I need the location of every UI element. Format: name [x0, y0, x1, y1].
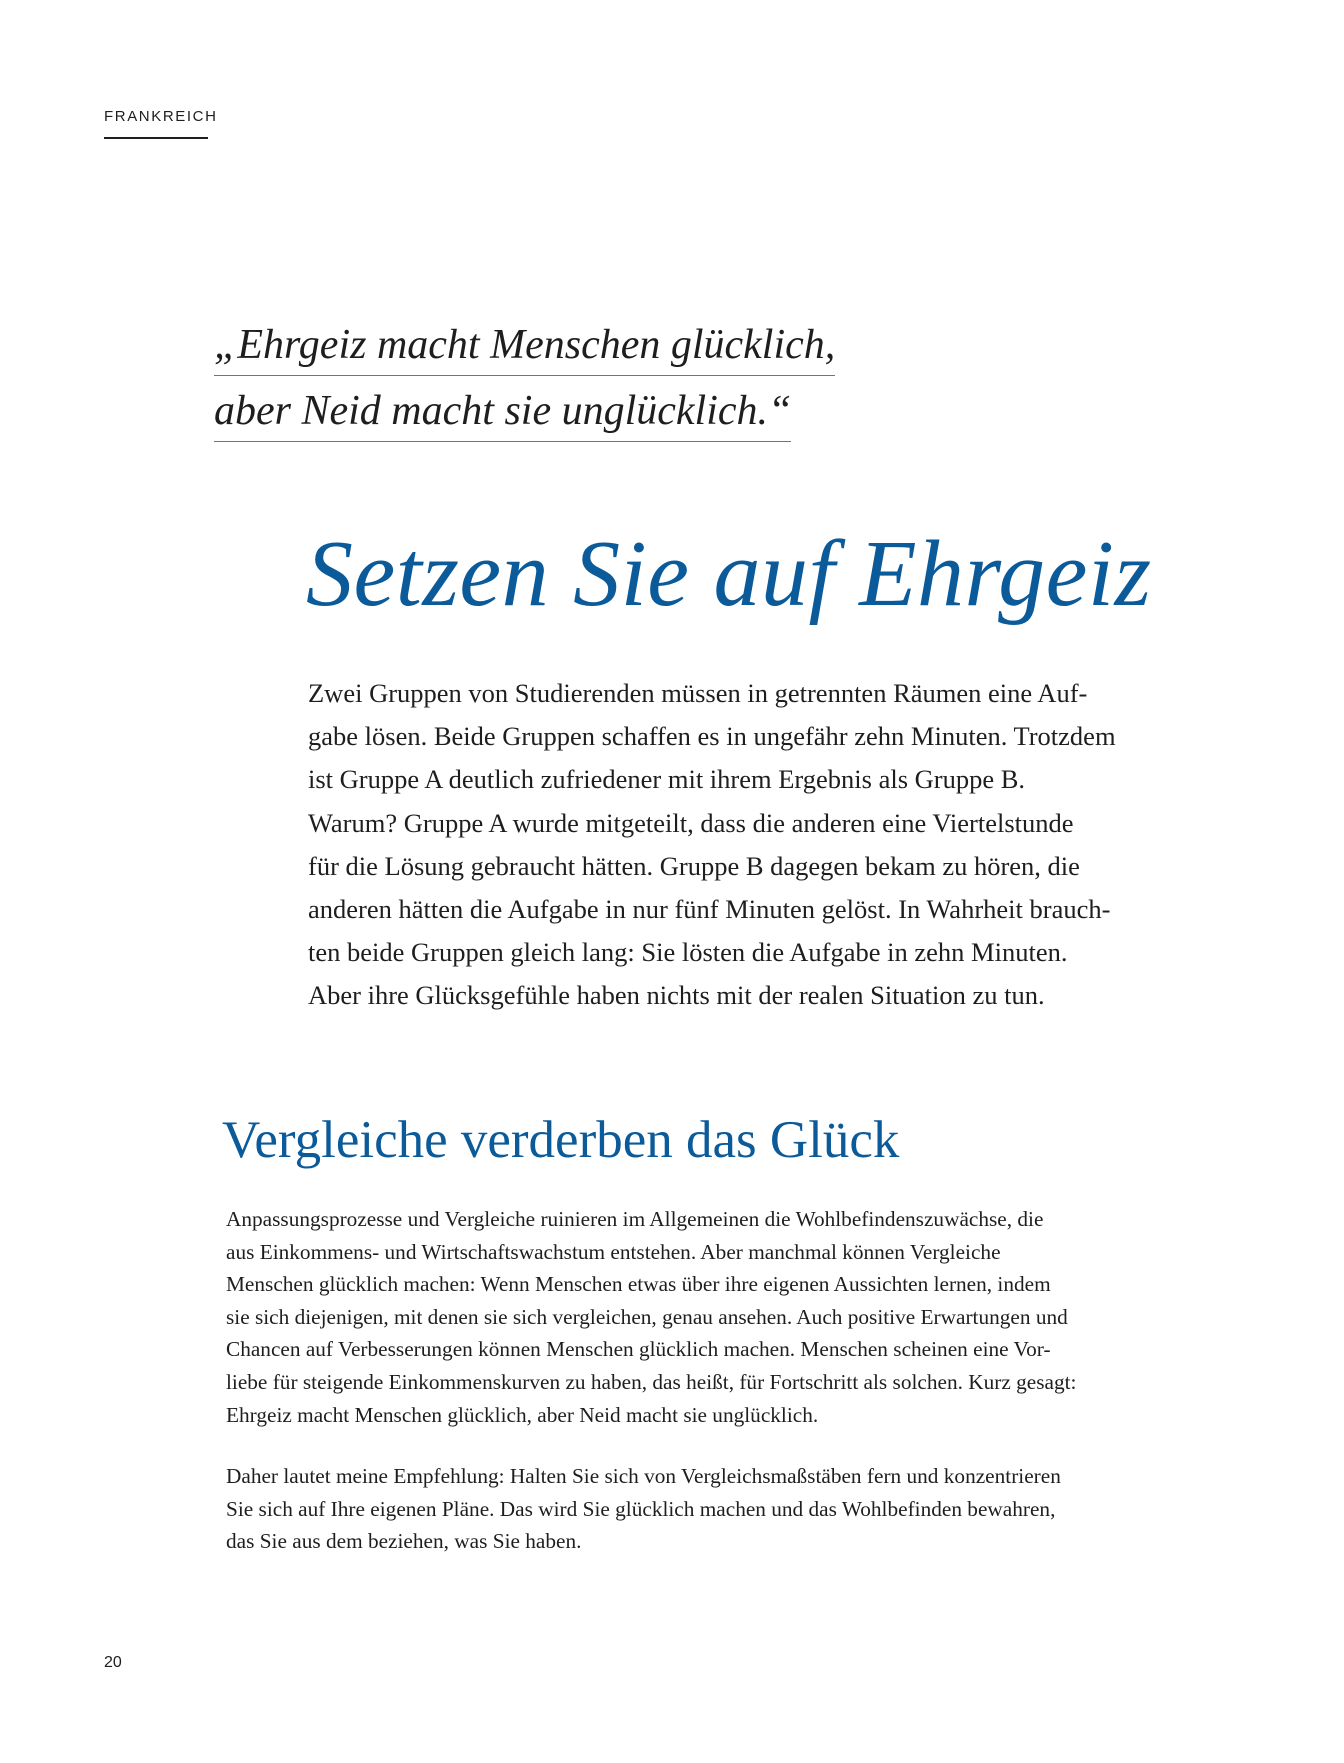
lead-paragraph	[308, 672, 1198, 1018]
lead-line: ten beide Gruppen gleich lang: Sie lösten die Aufgabe in zehn Minuten.	[308, 937, 1068, 968]
lead-line: Aber ihre Glücksgefühle haben nichts mit der realen Situation zu tun.	[308, 980, 1045, 1011]
pull-quote-line: „Ehrgeiz macht Menschen glücklich,	[214, 312, 835, 378]
body-line: das Sie aus dem beziehen, was Sie haben.	[226, 1529, 582, 1554]
body-line: Daher lautet meine Empfehlung: Halten Sie sich von Vergleichsmaßstäben fern und konzentrieren	[226, 1464, 1061, 1488]
section-heading: Vergleiche verderben das Glück	[222, 1111, 900, 1169]
page-number: 20	[104, 1654, 122, 1671]
body-line: aus Einkommens- und Wirtschaftswachstum entstehen. Aber manchmal können Vergleiche	[226, 1239, 1001, 1264]
body-paragraph-1	[226, 1203, 1186, 1431]
body-line: Anpassungsprozesse und Vergleiche ruinieren im Allgemeinen die Wohlbefindenszuwächse, die	[226, 1207, 1044, 1231]
body-line: sie sich diejenigen, mit denen sie sich vergleichen, genau ansehen. Auch positive Erwartungen und	[226, 1304, 1068, 1329]
lead-line: gabe lösen. Beide Gruppen schaffen es in ungefähr zehn Minuten. Trotzdem	[308, 721, 1116, 752]
body-line: Ehrgeiz macht Menschen glücklich, aber Neid macht sie unglücklich.	[226, 1402, 819, 1427]
page-title: Setzen Sie auf Ehrgeiz	[306, 522, 1152, 626]
body-line: Chancen auf Verbesserungen können Menschen glücklich machen. Menschen scheinen eine Vor-	[226, 1337, 1051, 1362]
body-line: Menschen glücklich machen: Wenn Menschen etwas über ihre eigenen Aussichten lernen, indem	[226, 1272, 1051, 1297]
lead-line: anderen hätten die Aufgabe in nur fünf Minuten gelöst. In Wahrheit brauch-	[308, 894, 1111, 925]
running-head: FRANKREICH	[104, 108, 218, 125]
body-line: liebe für steigende Einkommenskurven zu haben, das heißt, für Fortschritt als solchen. Kurz gesagt:	[226, 1369, 1077, 1394]
lead-line: ist Gruppe A deutlich zufriedener mit ihrem Ergebnis als Gruppe B.	[308, 764, 1026, 795]
lead-line: für die Lösung gebraucht hätten. Gruppe B dagegen bekam zu hören, die	[308, 850, 1080, 881]
body-paragraph-2	[226, 1460, 1186, 1558]
running-head-rule	[104, 137, 208, 139]
pull-quote	[214, 312, 835, 444]
pull-quote-line: aber Neid macht sie unglücklich.“	[214, 378, 835, 444]
body-line: Sie sich auf Ihre eigenen Pläne. Das wird Sie glücklich machen und das Wohlbefinden bewahren,	[226, 1496, 1056, 1521]
lead-line: Warum? Gruppe A wurde mitgeteilt, dass die anderen eine Viertelstunde	[308, 807, 1074, 838]
lead-line: Zwei Gruppen von Studierenden müssen in getrennten Räumen eine Auf-	[308, 678, 1088, 708]
